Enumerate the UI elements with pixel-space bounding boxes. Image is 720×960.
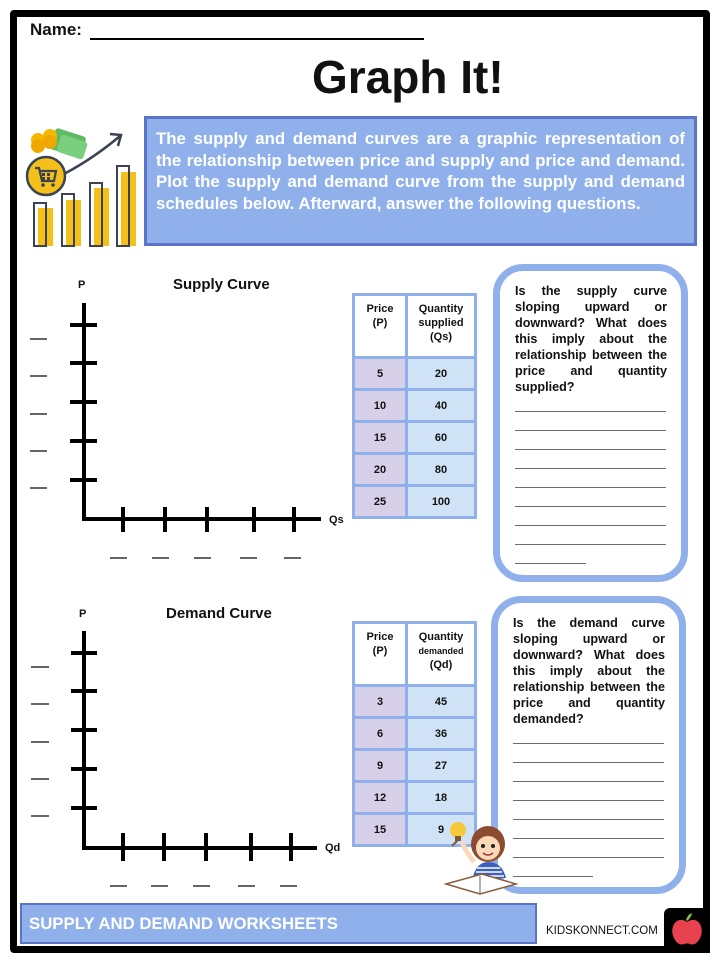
demand-schedule-table: [352, 621, 477, 847]
footer-banner: SUPPLY AND DEMAND WORKSHEETS: [20, 903, 537, 944]
table-row: 5 20: [354, 358, 476, 390]
table-row: 25 100: [354, 486, 476, 518]
apple-icon: [664, 908, 710, 953]
girl-with-lightbulb-illustration: [432, 818, 522, 896]
footer-site-link[interactable]: KIDSKONNECT.COM: [546, 925, 658, 937]
table-row: 12 18: [354, 782, 476, 814]
supply-chart-title: Supply Curve: [173, 276, 270, 293]
demand-axes: [0, 595, 330, 895]
demand-y-axis-label: P: [79, 608, 87, 620]
supply-schedule-table: [352, 293, 477, 519]
supply-price-header: Price (P): [354, 295, 407, 358]
supply-axes: [0, 270, 330, 570]
demand-question: Is the demand curve sloping upward or downward? What does this imply about the relationship between the price and quantity demanded?: [513, 616, 665, 726]
logo-tab: [664, 908, 710, 953]
page-title: Graph It!: [312, 51, 504, 103]
demand-chart-title: Demand Curve: [166, 605, 272, 622]
table-row: 6 36: [354, 718, 476, 750]
demand-price-header: Price (P): [354, 623, 407, 686]
table-row: 15 9: [354, 814, 476, 846]
supply-question: Is the supply curve sloping upward or downward? What does this imply about the relationship between the price and quantity supplied?: [515, 284, 667, 394]
instructions-box: The supply and demand curves are a graphic representation of the relationship between price and supply and price and demand. Plot the supply and demand curve from the supply and demand schedules below. Afterward, answer the following questions.: [144, 116, 697, 246]
table-row: 20 80: [354, 454, 476, 486]
table-row: 10 40: [354, 390, 476, 422]
table-row: 3 45: [354, 686, 476, 718]
shopping-cart-growth-chart-icon: [24, 128, 136, 248]
table-row: 9 27: [354, 750, 476, 782]
supply-y-axis-label: P: [78, 279, 86, 291]
demand-qty-header: Quantity demanded (Qd): [407, 623, 476, 686]
name-field-row: [30, 20, 424, 40]
name-input-line[interactable]: [90, 22, 424, 40]
table-row: 15 60: [354, 422, 476, 454]
supply-x-axis-label: Qs: [329, 514, 344, 526]
demand-x-axis-label: Qd: [325, 842, 341, 854]
supply-qty-header: Quantity supplied (Qs): [407, 295, 476, 358]
name-label: Name:: [30, 20, 82, 39]
